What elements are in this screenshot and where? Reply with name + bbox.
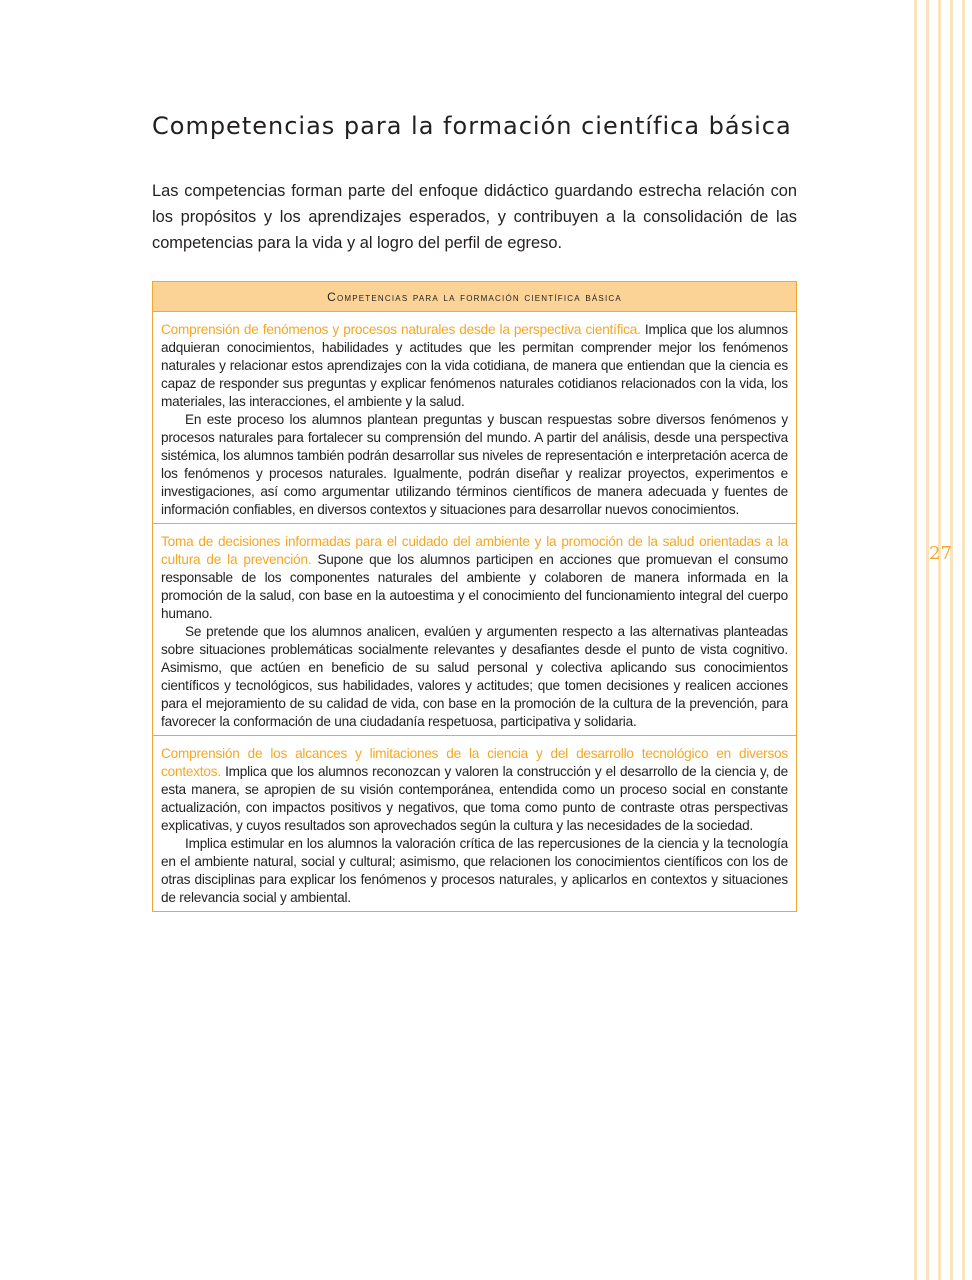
competency-title: Comprensión de fenómenos y procesos naturales desde la perspectiva científica. [161,322,641,337]
section-paragraph [161,533,788,623]
margin-stripe [950,0,953,1280]
margin-stripe [914,0,917,1280]
competency-section [153,312,796,523]
competency-paragraph: En este proceso los alumnos plantean preguntas y buscan respuestas sobre diversos fenómenos y procesos naturales para fortalecer su comprensión del mundo. A partir del análisis, desde una perspectiva sistémica, los alumnos también podrán desarrollar sus niveles de representación e interpretación acerca de los fenómenos y procesos naturales. Igualmente, podrán diseñar y realizar proyectos, experimentos e investigaciones, así como argumentar utilizando términos científicos de manera adecuada y fuentes de información confiables, en diversos contextos y situaciones para desarrollar nuevos conocimientos. [161,412,788,517]
competency-title: Toma de decisiones informadas para el cuidado del ambiente y la promoción de la salud orientadas a la cultura de la prevención. [161,534,788,567]
competency-title: Comprensión de los alcances y limitaciones de la ciencia y del desarrollo tecnológico en diversos contextos. [161,746,788,779]
competency-section [153,735,796,911]
margin-stripe [962,0,965,1280]
section-paragraph [161,745,788,835]
competency-text: Supone que los alumnos participen en acciones que promuevan el consumo responsable de los componentes naturales del ambiente y colaboren de manera informada en la promoción de la salud, con base en la autoestima y el conocimiento del funcionamiento integral del cuerpo humano. [161,552,788,621]
intro-paragraph: Las competencias forman parte del enfoque didáctico guardando estrecha relación con los propósitos y los aprendizajes esperados, y contribuyen a la consolidación de las competencias para la vida y al logro del perfil de egreso. [152,182,797,252]
margin-stripe [938,0,941,1280]
table-header: Competencias para la formación científica básica [153,282,796,312]
competency-paragraph: Se pretende que los alumnos analicen, evalúen y argumenten respecto a las alternativas planteadas sobre situaciones problemáticas socialmente relevantes y desafiantes desde el punto de vista cognitivo. Asimismo, que actúen en beneficio de su salud personal y colectiva aplicando sus conocimientos científicos y tecnológicos, sus habilidades, valores y actitudes; que tomen decisiones y realicen acciones para el mejoramiento de su calidad de vida, con base en la promoción de la cultura de la prevención, para favorecer la conformación de una ciudadanía respetuosa, participativa y solidaria. [161,624,788,729]
section-paragraph [161,321,788,411]
competency-section [153,523,796,735]
margin-stripe [926,0,929,1280]
page-number: 27 [929,543,952,564]
competency-paragraph: Implica estimular en los alumnos la valoración crítica de las repercusiones de la ciencia y la tecnología en el ambiente natural, social y cultural; asimismo, que relacionen los conocimientos científicos con los de otras disciplinas para explicar los fenómenos y procesos naturales, y aplicarlos en contextos y situaciones de relevancia social y ambiental. [161,836,788,905]
competency-text: Implica que los alumnos adquieran conocimientos, habilidades y actitudes que les permitan comprender mejor los fenómenos naturales y relacionar estos aprendizajes con la vida cotidiana, de manera que entiendan que la ciencia es capaz de responder sus preguntas y explicar fenómenos naturales cotidianos relacionados con la vida, los materiales, las interacciones, el ambiente y la salud. [161,322,788,409]
competencies-table [152,281,797,912]
competency-text: Implica que los alumnos reconozcan y valoren la construcción y el desarrollo de la ciencia y, de esta manera, se apropien de su visión contemporánea, entendida como un proceso social en constante actualización, con impactos positivos y negativos, que toma como punto de contraste otras perspectivas explicativas, y cuyos resultados son aprovechados según la cultura y las necesidades de la sociedad. [161,764,788,833]
page-title: Competencias para la formación científica básica [152,112,792,140]
